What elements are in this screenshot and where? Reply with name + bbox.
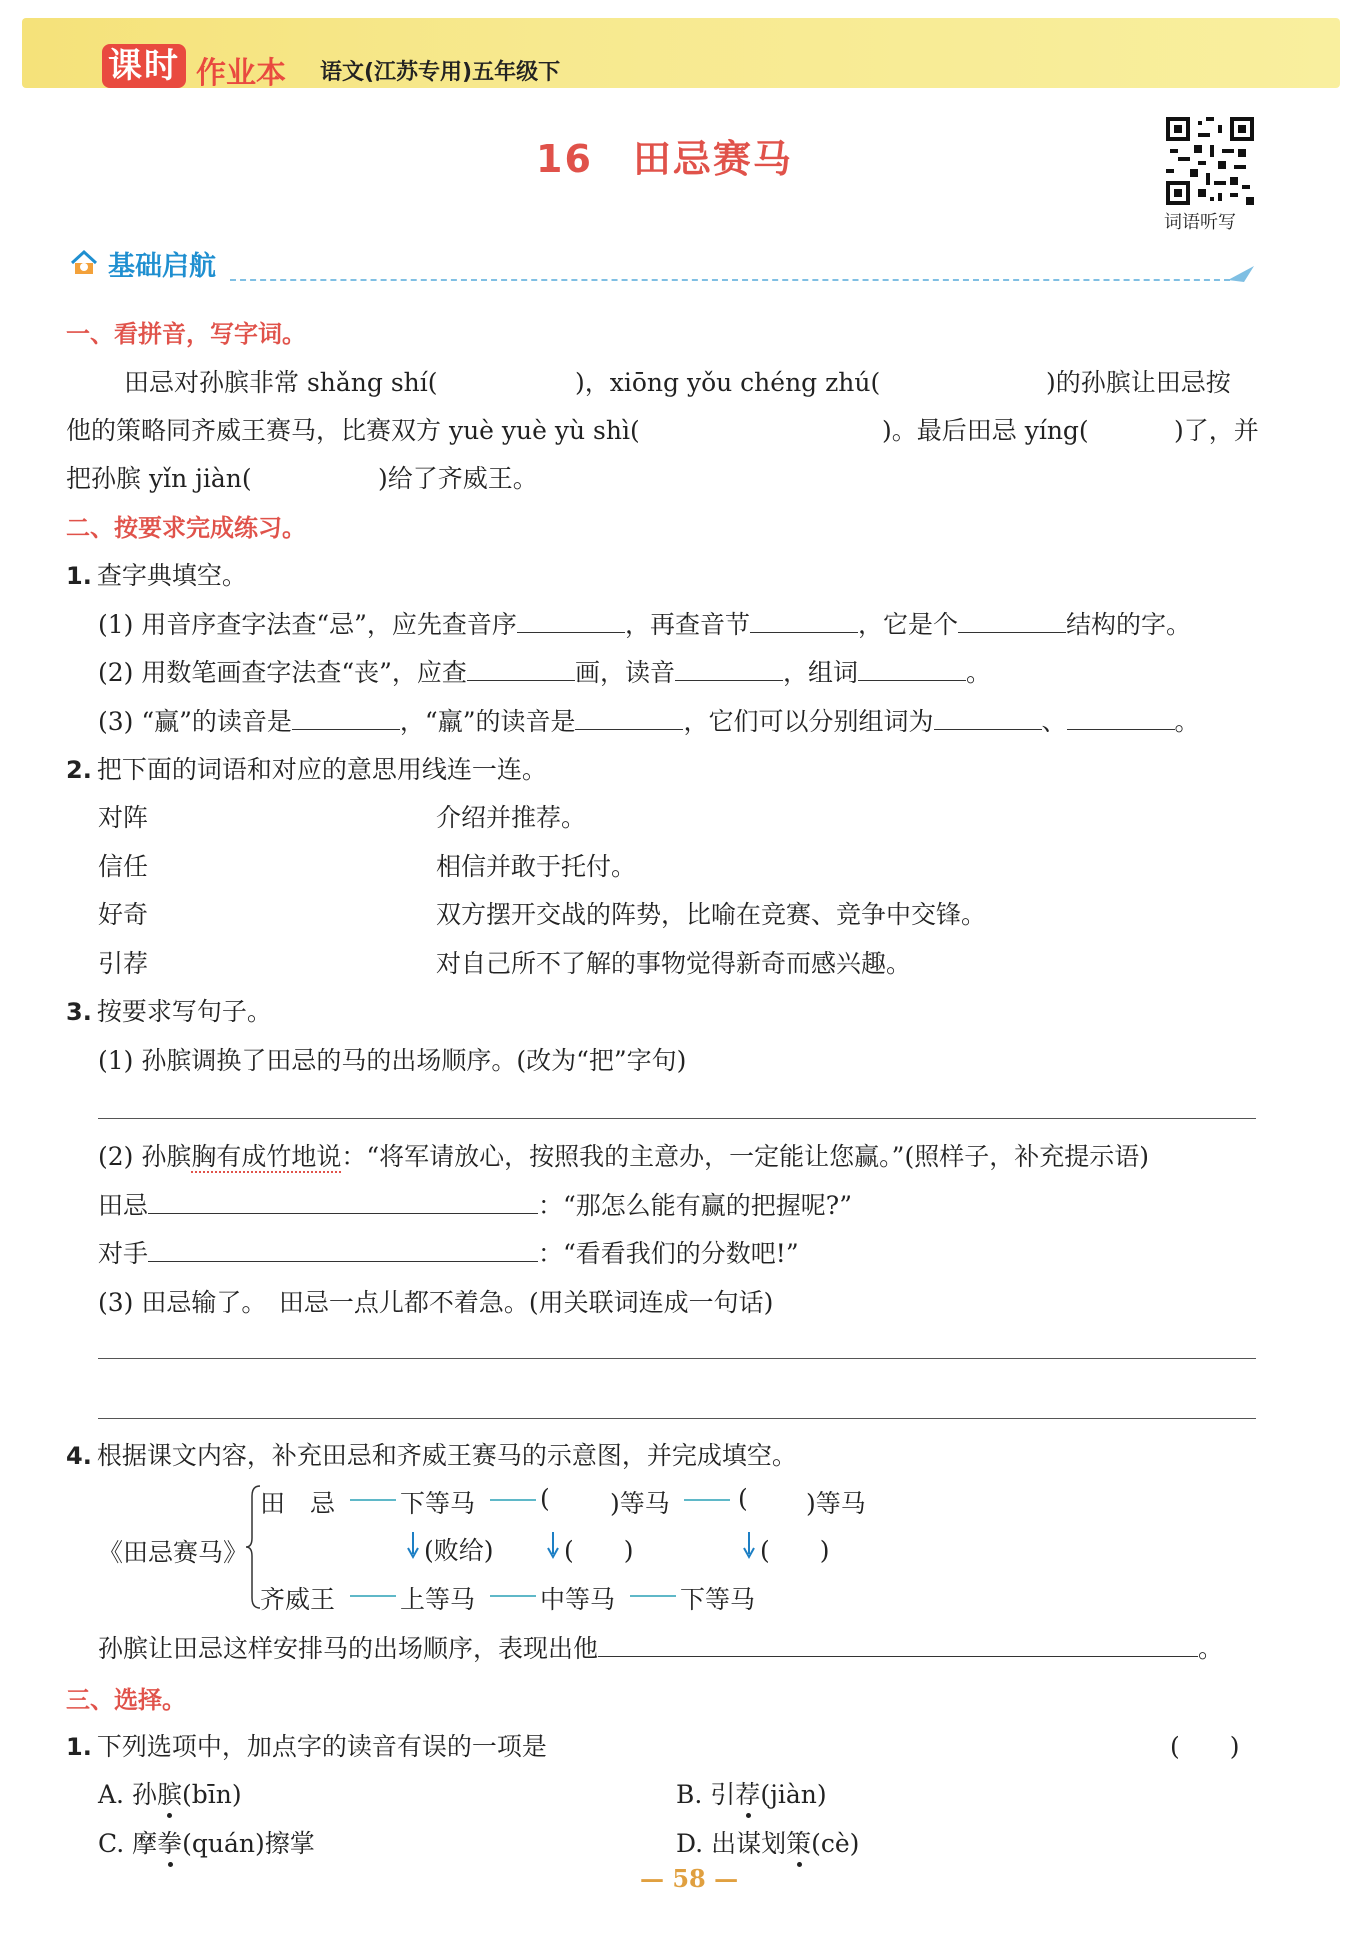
diagram-book-title: 《田忌赛马》: [98, 1538, 249, 1567]
q1-b2: 画，读音: [574, 658, 675, 687]
p1-line2b: )。最后田忌 yíng(: [882, 416, 1089, 445]
q3-s2e: [98, 1234, 799, 1270]
q4-number: 4.: [66, 1442, 92, 1470]
dotted-char: 荐: [735, 1780, 761, 1809]
qi-horse-3: 下等马: [680, 1585, 756, 1614]
connector-line: [684, 1499, 730, 1501]
choice-q1-number: 1.: [66, 1733, 92, 1761]
meaning-item[interactable]: 双方摆开交战的阵势，比喻在竞赛、竞争中交锋。: [436, 900, 987, 929]
q1-c-line: [98, 702, 1200, 738]
tian-label: 田 忌: [260, 1489, 336, 1518]
q3-s2: [98, 1137, 1149, 1173]
q1-c1: (3) “赢”的读音是: [98, 707, 292, 736]
dotted-char: 拳: [157, 1829, 183, 1858]
section-divider: [230, 279, 1230, 281]
q3-text: 按要求写句子。: [96, 997, 272, 1026]
q2-number: 2.: [66, 756, 92, 784]
connector-line: [350, 1595, 396, 1597]
down-arrow-icon: [406, 1530, 420, 1560]
part2-heading: 二、按要求完成练习。: [66, 514, 306, 542]
option-pinyin: (bīn): [182, 1780, 242, 1809]
part1-heading: 一、看拼音，写字词。: [66, 320, 306, 348]
logo: 课时: [102, 44, 186, 88]
section-title: 基础启航: [108, 251, 216, 282]
option-text: 出谋划: [711, 1829, 787, 1858]
choice-q1: [66, 1727, 547, 1763]
q3-s2d2: ：“那怎么能有赢的把握呢?”: [538, 1191, 852, 1220]
blank[interactable]: [467, 658, 575, 681]
option-text: 孙: [131, 1780, 157, 1809]
tian-horse-2: )等马: [610, 1489, 670, 1518]
q1-number: 1.: [66, 562, 92, 590]
q3-number: 3.: [66, 998, 92, 1026]
qr-code-icon[interactable]: [1166, 117, 1254, 205]
option-text: 摩: [132, 1829, 158, 1858]
blank[interactable]: [750, 610, 858, 633]
option-d[interactable]: [676, 1824, 859, 1860]
blank[interactable]: [1067, 707, 1175, 730]
tian-h3-open: (: [738, 1484, 748, 1513]
part3-heading: 三、选择。: [66, 1686, 186, 1714]
q4-text: 根据课文内容，补充田忌和齐威王赛马的示意图，并完成填空。: [96, 1441, 797, 1470]
q1-c5: 。: [1174, 707, 1200, 736]
q1-a2: ，再查音节: [624, 610, 750, 639]
blank[interactable]: [934, 707, 1042, 730]
choice-q1-text: 下列选项中，加点字的读音有误的一项是: [96, 1732, 547, 1761]
q3-s3: (3) 田忌输了。 田忌一点儿都不着急。(用关联词连成一句话): [98, 1288, 774, 1317]
q4-tail-text: 孙膑让田忌这样安排马的出场顺序，表现出他: [98, 1634, 599, 1663]
answer-paren[interactable]: ( ): [1170, 1732, 1240, 1761]
blank[interactable]: [148, 1191, 538, 1214]
q3-title: [66, 992, 272, 1028]
qi-horse-1: 上等马: [400, 1585, 476, 1614]
q1-b4: 。: [965, 658, 991, 687]
q3-s2c: ：“将军请放心，按照我的主意办，一定能让您赢。”(照样子，补充提示语): [341, 1142, 1149, 1171]
blank[interactable]: [858, 658, 966, 681]
answer-line[interactable]: [98, 1418, 1256, 1419]
q1-b3: ，组词: [782, 658, 858, 687]
q3-s2e1: 对手: [98, 1239, 149, 1268]
tian-horse-1: 下等马: [400, 1489, 476, 1518]
lesson-title: 16 田忌赛马: [536, 137, 793, 181]
q1-text: 查字典填空。: [96, 561, 247, 590]
q1-c2: ，“羸”的读音是: [399, 707, 576, 736]
paper-plane-icon: [1226, 262, 1256, 284]
answer-line[interactable]: [98, 1358, 1256, 1359]
q3-s1: (1) 孙膑调换了田忌的马的出场顺序。(改为“把”字句): [98, 1046, 687, 1075]
option-b[interactable]: [676, 1775, 827, 1811]
option-a[interactable]: [98, 1775, 242, 1811]
connector-line: [490, 1499, 536, 1501]
dotted-char: 膑: [156, 1780, 182, 1809]
q3-s2e2: ：“看看我们的分数吧!”: [538, 1239, 799, 1268]
connector-line: [630, 1595, 676, 1597]
q1-a4: 结构的字。: [1065, 610, 1191, 639]
option-c[interactable]: [98, 1824, 315, 1860]
blank[interactable]: [292, 707, 400, 730]
meaning-item[interactable]: 对自己所不了解的事物觉得新奇而感兴趣。: [436, 949, 912, 978]
word-item[interactable]: 对阵: [98, 803, 149, 832]
connector-line: [490, 1595, 536, 1597]
p1-line3a: 把孙膑 yǐn jiàn(: [66, 464, 252, 493]
option-label: B.: [676, 1780, 703, 1809]
option-label: A.: [98, 1780, 125, 1809]
down-arrow-icon: [546, 1530, 560, 1560]
q4-tail: [98, 1629, 1223, 1665]
blank[interactable]: [575, 707, 683, 730]
blank[interactable]: [148, 1239, 538, 1262]
q3-s2d1: 田忌: [98, 1191, 149, 1220]
q1-c4: 、: [1041, 707, 1067, 736]
q2-text: 把下面的词语和对应的意思用线连一连。: [96, 755, 547, 784]
option-label: C.: [98, 1829, 125, 1858]
blank[interactable]: [675, 658, 783, 681]
connector-line: [350, 1499, 396, 1501]
option-pinyin: (cè): [811, 1829, 860, 1858]
answer-line[interactable]: [98, 1118, 1256, 1119]
p1-line1b: )，xiōng yǒu chéng zhú(: [575, 368, 881, 397]
word-item[interactable]: 信任: [98, 852, 149, 881]
option-pinyin: (jiàn): [760, 1780, 827, 1809]
p1-line2a: 他的策略同齐威王赛马，比赛双方 yuè yuè yù shì(: [66, 416, 640, 445]
q1-c3: ，它们可以分别组词为: [683, 707, 934, 736]
q3-s2-underlined: 胸有成竹地说: [191, 1142, 342, 1171]
meaning-item[interactable]: 相信并敢于托付。: [436, 852, 637, 881]
p1-line3b: )给了齐威王。: [378, 464, 538, 493]
word-item[interactable]: 好奇: [98, 900, 149, 929]
home-icon: [68, 248, 100, 278]
p1-line1c: )的孙膑让田忌按: [1046, 368, 1231, 397]
q3-s2d: [98, 1186, 852, 1222]
q2-title: [66, 750, 547, 786]
q4-tail-end: 。: [1198, 1634, 1224, 1663]
meaning-item[interactable]: 介绍并推荐。: [436, 803, 587, 832]
tian-horse-3: )等马: [806, 1489, 866, 1518]
q1-title: [66, 556, 247, 592]
blank[interactable]: [517, 610, 625, 633]
down-arrow-icon: [742, 1530, 756, 1560]
q1-b1: (2) 用数笔画查字法查“丧”，应查: [98, 658, 467, 687]
q1-a1: (1) 用音序查字法查“忌”，应先查音序: [98, 610, 517, 639]
q3-s2a: (2) 孙膑: [98, 1142, 192, 1171]
book-title: 语文(江苏专用)五年级下: [320, 60, 561, 85]
qi-label: 齐威王: [260, 1585, 336, 1614]
logo-subtitle: 作业本: [196, 56, 286, 91]
tian-h2-open: (: [540, 1484, 550, 1513]
blank[interactable]: [598, 1634, 1198, 1657]
result-1: (败给): [424, 1536, 494, 1565]
q1-a-line: [98, 605, 1191, 641]
dotted-char: 策: [786, 1829, 812, 1858]
option-label: D.: [676, 1829, 704, 1858]
result-2[interactable]: ( ): [564, 1536, 634, 1565]
qr-label: 词语听写: [1164, 212, 1236, 233]
q4-title: [66, 1436, 797, 1472]
word-item[interactable]: 引荐: [98, 949, 149, 978]
q1-a3: ，它是个: [857, 610, 958, 639]
option-pinyin: (quán)擦掌: [182, 1829, 315, 1858]
qi-horse-2: 中等马: [540, 1585, 616, 1614]
result-3[interactable]: ( ): [760, 1536, 830, 1565]
blank[interactable]: [958, 610, 1066, 633]
p1-line2c: )了，并: [1174, 416, 1259, 445]
p1-line1a: 田忌对孙膑非常 shǎng shí(: [124, 368, 438, 397]
option-text: 引: [710, 1780, 736, 1809]
q1-b-line: [98, 653, 991, 689]
page-number: — 58 —: [640, 1864, 739, 1893]
